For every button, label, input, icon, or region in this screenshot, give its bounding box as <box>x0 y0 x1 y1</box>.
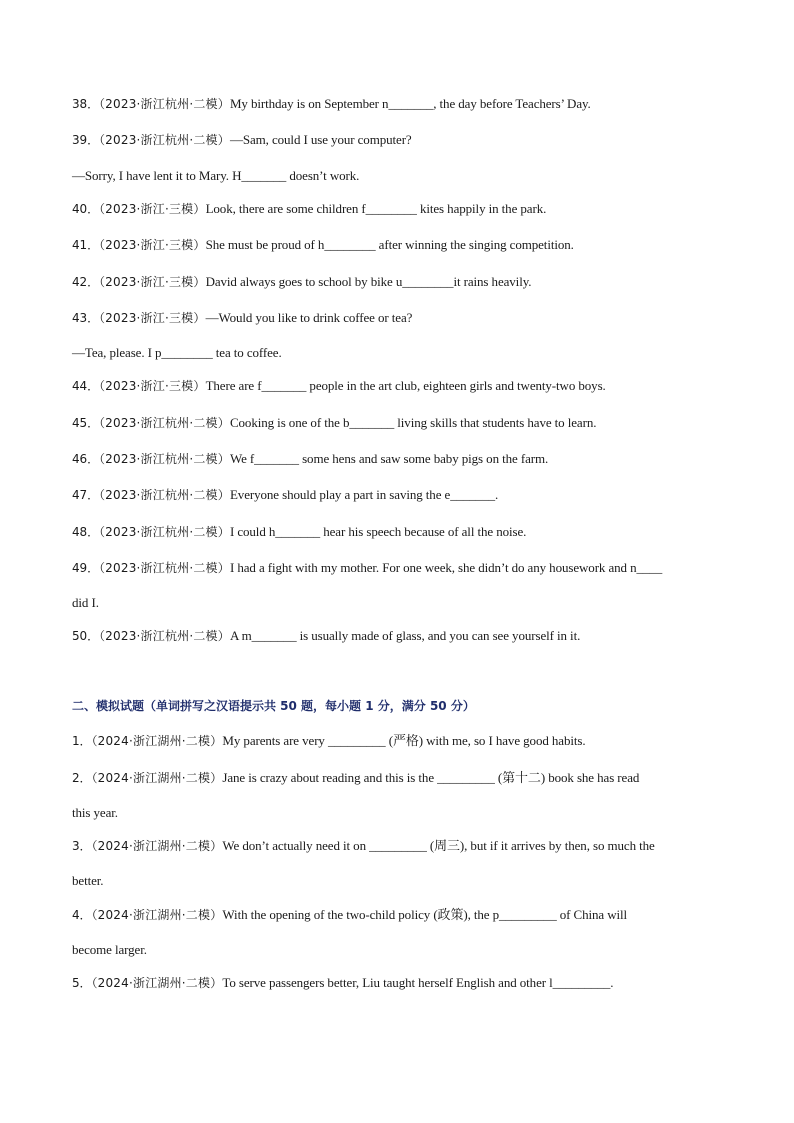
question-number: 4． <box>72 908 92 922</box>
section-question-3 <box>72 838 730 854</box>
question-source: （2024·浙江湖州·二模） <box>91 771 223 785</box>
question-text: Jane is crazy about reading and this is the _________ (第十二) book she has read <box>222 770 640 785</box>
question-source: （2023·浙江杭州·二模） <box>98 452 230 466</box>
question-text: I had a fight with my mother. For one week, she didn’t do any housework and n____ <box>229 560 663 575</box>
question-source: （2023·浙江杭州·二模） <box>98 525 230 539</box>
question-text: —Sam, could I use your computer? <box>229 132 412 147</box>
question-source: （2023·浙江杭州·二模） <box>98 133 230 147</box>
question-source: （2023·浙江·三模） <box>98 275 206 289</box>
question-number: 3． <box>72 839 92 853</box>
question-text: this year. <box>72 805 118 820</box>
question-47 <box>72 487 730 503</box>
question-text: Look, there are some children f________ kites happily in the park. <box>205 201 547 216</box>
section-question-2-continued <box>72 805 730 821</box>
question-text: I could h_______ hear his speech because of all the noise. <box>229 524 527 539</box>
question-48 <box>72 524 730 540</box>
question-45 <box>72 415 730 431</box>
question-number: 46． <box>72 452 99 466</box>
question-source: （2023·浙江杭州·二模） <box>98 416 230 430</box>
section-question-1 <box>72 733 730 749</box>
question-number: 2． <box>72 771 92 785</box>
section-question-5 <box>72 975 730 991</box>
question-source: （2023·浙江·三模） <box>98 202 206 216</box>
question-43 <box>72 310 730 326</box>
question-number: 5． <box>72 976 92 990</box>
section-heading: 二、模拟试题（单词拼写之汉语提示共 50 题，每小题 1 分，满分 50 分） <box>72 699 475 713</box>
section-question-3-continued <box>72 873 730 889</box>
question-43-continued <box>72 345 730 361</box>
question-text: —Sorry, I have lent it to Mary. H_______ doesn’t work. <box>72 168 360 183</box>
question-text: We don’t actually need it on _________ (周三), but if it arrives by then, so much the <box>222 838 655 853</box>
question-source: （2023·浙江杭州·二模） <box>98 629 230 643</box>
question-number: 45． <box>72 416 99 430</box>
question-source: （2024·浙江湖州·二模） <box>91 908 223 922</box>
question-40 <box>72 201 730 217</box>
question-50 <box>72 628 730 644</box>
question-source: （2024·浙江湖州·二模） <box>91 734 223 748</box>
question-source: （2023·浙江·三模） <box>98 311 206 325</box>
question-text: better. <box>72 873 104 888</box>
question-text: —Would you like to drink coffee or tea? <box>205 310 413 325</box>
question-number: 38． <box>72 97 99 111</box>
question-number: 48． <box>72 525 99 539</box>
question-number: 50． <box>72 629 99 643</box>
question-46 <box>72 451 730 467</box>
question-text: —Tea, please. I p________ tea to coffee. <box>72 345 282 360</box>
question-text: We f_______ some hens and saw some baby pigs on the farm. <box>229 451 549 466</box>
section-question-4 <box>72 907 730 923</box>
question-text: She must be proud of h________ after winning the singing competition. <box>205 237 574 252</box>
question-number: 1． <box>72 734 92 748</box>
question-42 <box>72 274 730 290</box>
question-49-continued <box>72 595 730 611</box>
question-number: 39． <box>72 133 99 147</box>
section-question-4-continued <box>72 942 730 958</box>
question-text: Cooking is one of the b_______ living skills that students have to learn. <box>229 415 597 430</box>
question-text: A m_______ is usually made of glass, and you can see yourself in it. <box>229 628 581 643</box>
question-text: did I. <box>72 595 99 610</box>
question-text: become larger. <box>72 942 147 957</box>
question-text: Everyone should play a part in saving the e_______. <box>229 487 499 502</box>
question-number: 42． <box>72 275 99 289</box>
question-number: 40． <box>72 202 99 216</box>
question-source: （2024·浙江湖州·二模） <box>91 976 223 990</box>
question-41 <box>72 237 730 253</box>
question-number: 41． <box>72 238 99 252</box>
section-question-2 <box>72 770 730 786</box>
question-44 <box>72 378 730 394</box>
question-text: My parents are very _________ (严格) with me, so I have good habits. <box>222 733 586 748</box>
question-text: With the opening of the two-child policy (政策), the p_________ of China will <box>222 907 628 922</box>
question-49 <box>72 560 730 576</box>
question-text: To serve passengers better, Liu taught herself English and other l_________. <box>222 975 614 990</box>
question-number: 43． <box>72 311 99 325</box>
question-39-continued <box>72 168 730 184</box>
question-number: 44． <box>72 379 99 393</box>
question-text: There are f_______ people in the art club, eighteen girls and twenty-two boys. <box>205 378 606 393</box>
question-source: （2023·浙江杭州·二模） <box>98 488 230 502</box>
question-source: （2023·浙江杭州·二模） <box>98 97 230 111</box>
question-number: 49． <box>72 561 99 575</box>
question-text: David always goes to school by bike u________it rains heavily. <box>205 274 532 289</box>
question-source: （2023·浙江·三模） <box>98 238 206 252</box>
question-text: My birthday is on September n_______, the day before Teachers’ Day. <box>229 96 591 111</box>
question-number: 47． <box>72 488 99 502</box>
question-source: （2023·浙江杭州·二模） <box>98 561 230 575</box>
question-source: （2023·浙江·三模） <box>98 379 206 393</box>
question-39 <box>72 132 730 148</box>
question-38 <box>72 96 730 112</box>
question-source: （2024·浙江湖州·二模） <box>91 839 223 853</box>
